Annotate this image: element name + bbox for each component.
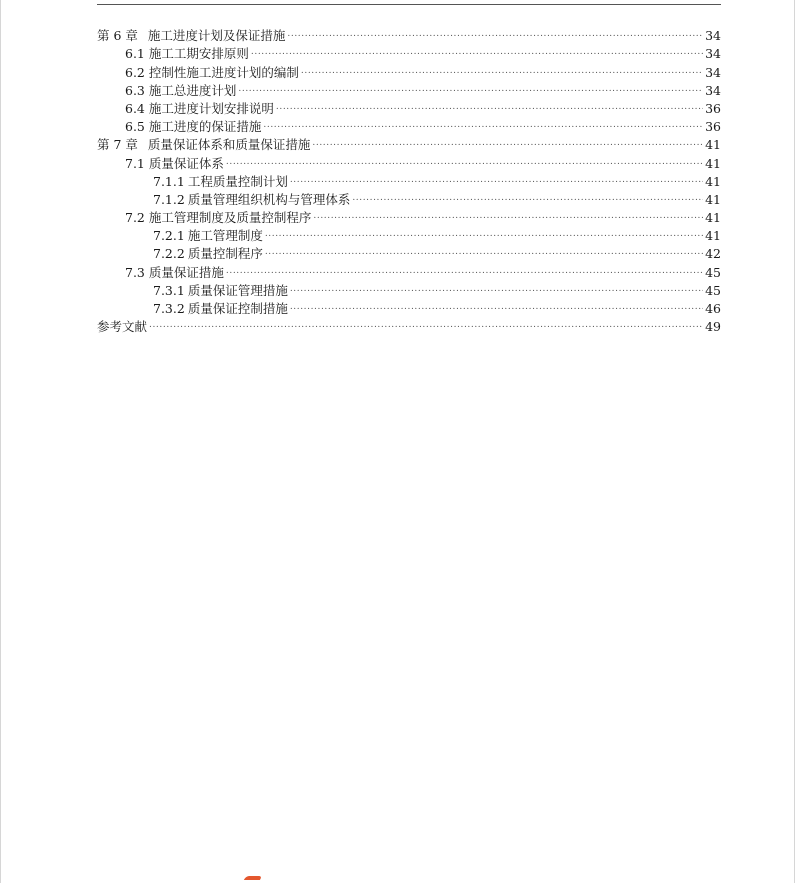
toc-entry-title: 参考文献 bbox=[97, 319, 148, 335]
toc-entry-title: 质量保证措施 bbox=[148, 264, 224, 280]
toc-dot-leader bbox=[276, 95, 703, 113]
toc-dot-leader bbox=[287, 22, 703, 40]
table-of-contents bbox=[97, 22, 721, 335]
toc-dot-leader bbox=[265, 222, 703, 240]
toc-dot-leader bbox=[301, 58, 703, 76]
toc-dot-leader bbox=[290, 295, 703, 313]
toc-entry-page: 34 bbox=[705, 82, 721, 98]
toc-entry-page: 42 bbox=[705, 246, 721, 262]
toc-entry-page: 45 bbox=[705, 282, 721, 298]
toc-entry-number: 7.1 bbox=[125, 155, 145, 171]
toc-entry-title: 质量保证控制措施 bbox=[187, 301, 288, 316]
toc-entry-number: 6.5 bbox=[125, 119, 145, 135]
toc-dot-leader bbox=[149, 313, 703, 331]
toc-entry-page: 45 bbox=[705, 264, 721, 280]
toc-entry-title: 施工总进度计划 bbox=[148, 82, 237, 98]
toc-entry-number: 7.1.2 bbox=[153, 191, 185, 207]
toc-entry-number: 6.4 bbox=[125, 100, 145, 116]
toc-entry-number: 7.3.1 bbox=[153, 282, 185, 298]
toc-entry-page: 34 bbox=[705, 28, 721, 44]
toc-dot-leader bbox=[312, 131, 703, 149]
toc-dot-leader bbox=[226, 149, 703, 167]
toc-entry-title: 施工进度计划安排说明 bbox=[148, 100, 274, 116]
toc-entry-page: 34 bbox=[705, 64, 721, 80]
toc-entry-title: 质量保证体系和质量保证措施 bbox=[147, 137, 311, 153]
toc-entry-title: 工程质量控制计划 bbox=[187, 173, 288, 189]
toc-dot-leader bbox=[313, 204, 703, 222]
toc-entry-page: 41 bbox=[705, 210, 721, 226]
toc-entry-number: 6.1 bbox=[125, 46, 145, 62]
toc-entry-page: 36 bbox=[705, 100, 721, 116]
toc-entry-title: 质量管理组织机构与管理体系 bbox=[187, 191, 351, 207]
toc-dot-leader bbox=[290, 168, 703, 186]
toc-entry-title: 质量保证管理措施 bbox=[187, 282, 288, 298]
toc-entry-title: 施工进度计划及保证措施 bbox=[147, 28, 286, 44]
toc-entry-page: 41 bbox=[705, 155, 721, 171]
toc-entry-page: 49 bbox=[705, 319, 721, 335]
toc-entry-number: 7.2.2 bbox=[153, 246, 185, 262]
toc-entry-page: 46 bbox=[705, 301, 721, 316]
toc-entry-page: 36 bbox=[705, 119, 721, 135]
toc-entry-page: 41 bbox=[705, 228, 721, 244]
toc-entry-title: 施工工期安排原则 bbox=[148, 46, 249, 62]
toc-entry-title: 施工管理制度 bbox=[187, 228, 263, 244]
decorative-mark bbox=[244, 876, 262, 880]
toc-dot-leader bbox=[226, 258, 703, 276]
toc-dot-leader bbox=[263, 113, 703, 131]
toc-dot-leader bbox=[238, 77, 703, 95]
toc-entry-number: 7.3 bbox=[125, 264, 145, 280]
toc-dot-leader bbox=[251, 40, 703, 58]
toc-dot-leader bbox=[352, 186, 703, 204]
toc-entry-page: 41 bbox=[705, 173, 721, 189]
toc-entry-title: 质量控制程序 bbox=[187, 246, 263, 262]
toc-entry-title: 施工进度的保证措施 bbox=[148, 119, 262, 135]
toc-entry-title: 控制性施工进度计划的编制 bbox=[148, 64, 299, 80]
toc-entry-number: 7.3.2 bbox=[153, 301, 185, 316]
toc-entry-number: 7.1.1 bbox=[153, 173, 185, 189]
toc-entry-page: 41 bbox=[705, 191, 721, 207]
toc-entry-page: 41 bbox=[705, 137, 721, 153]
toc-entry-title: 质量保证体系 bbox=[148, 155, 224, 171]
toc-entry-page: 34 bbox=[705, 46, 721, 62]
header-rule bbox=[97, 4, 721, 5]
toc-entry-number: 7.2.1 bbox=[153, 228, 185, 244]
toc-entry[interactable] bbox=[97, 313, 721, 335]
toc-dot-leader bbox=[290, 277, 703, 295]
toc-entry-number: 6.3 bbox=[125, 82, 145, 98]
toc-dot-leader bbox=[265, 240, 703, 258]
toc-entry-number: 6.2 bbox=[125, 64, 145, 80]
toc-entry[interactable] bbox=[97, 22, 721, 44]
toc-entry-number: 第 7 章 bbox=[97, 137, 138, 153]
toc-entry-number: 7.2 bbox=[125, 210, 145, 226]
toc-entry-number: 第 6 章 bbox=[97, 28, 138, 44]
toc-entry-title: 施工管理制度及质量控制程序 bbox=[148, 210, 312, 226]
